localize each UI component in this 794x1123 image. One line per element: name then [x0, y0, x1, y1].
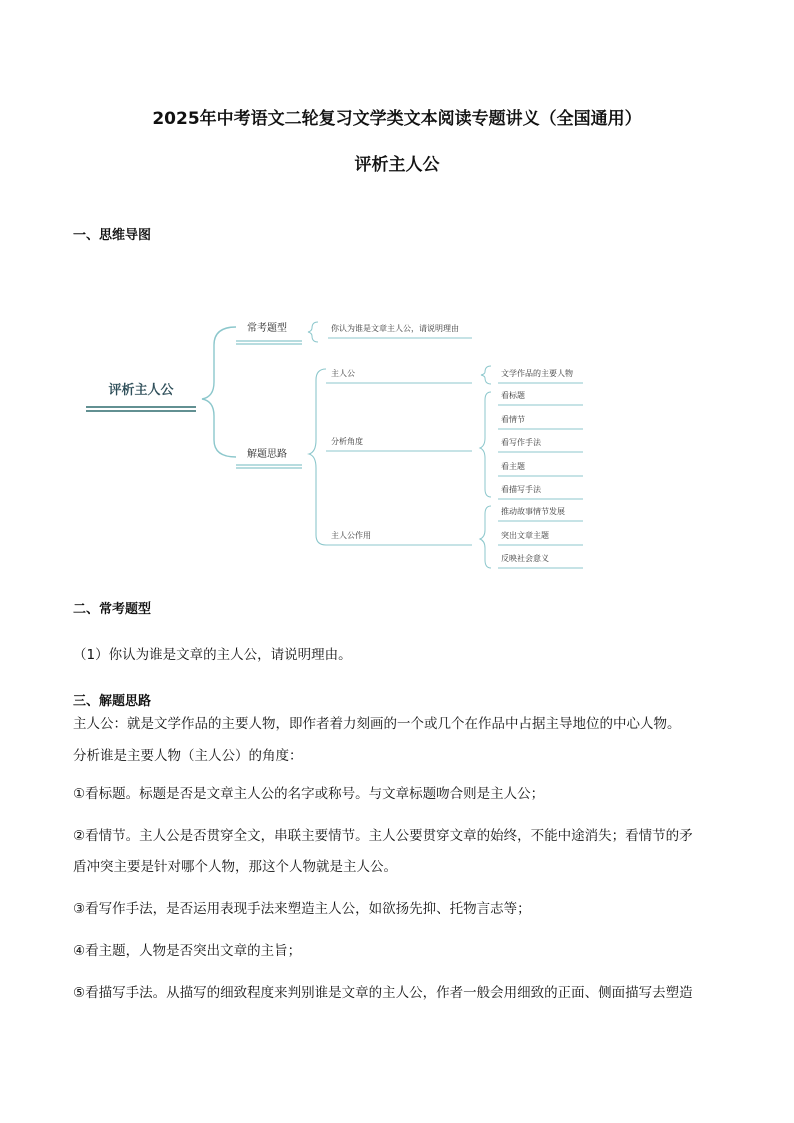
section-heading-question-types: 二、常考题型 — [73, 602, 152, 617]
angle-description: ⑤看描写手法。从描写的细致程度来判别谁是文章的主人公，作者一般会用细致的正面、侧面描写去塑造 — [73, 985, 693, 1001]
sub2-item: 看写作手法 — [501, 438, 541, 447]
main-brace — [202, 327, 236, 457]
angle-title: ①看标题。标题是否是文章主人公的名字或称号。与文章标题吻合则是主人公； — [73, 786, 545, 802]
section-heading-approach: 三、解题思路 — [73, 694, 152, 709]
angle-writing-technique: ③看写作手法，是否运用表现手法来塑造主人公，如欲扬先抑、托物言志等； — [73, 901, 531, 917]
sub2-list — [498, 390, 583, 499]
branch-solution-approach: 解题思路 — [247, 449, 287, 460]
question-1: （1）你认为谁是文章的主人公，请说明理由。 — [73, 647, 352, 663]
sub-analysis-angles: 分析角度 — [331, 437, 363, 446]
sub3-item: 突出文章主题 — [501, 531, 549, 540]
branch1-item: 你认为谁是文章主人公，请说明理由 — [331, 324, 459, 333]
mindmap-root-label: 评析主人公 — [108, 383, 174, 398]
sub2-item: 看情节 — [501, 415, 525, 424]
angle-theme: ④看主题，人物是否突出文章的主旨； — [73, 943, 302, 959]
sub-protagonist-role: 主人公作用 — [331, 531, 371, 540]
sub3-item: 反映社会意义 — [501, 554, 549, 563]
sub2-item: 看标题 — [501, 391, 525, 400]
sub1-item: 文学作品的主要人物 — [501, 369, 573, 378]
sub3-item: 推动故事情节发展 — [501, 507, 565, 516]
section-heading-mindmap: 一、思维导图 — [73, 228, 152, 243]
sub3-list — [498, 506, 583, 568]
document-title: 2025年中考语文二轮复习文学类文本阅读专题讲义（全国通用） — [152, 109, 642, 129]
angles-lead: 分析谁是主要人物（主人公）的角度： — [73, 748, 303, 764]
sub-protagonist: 主人公 — [331, 369, 355, 378]
sub2-item: 看描写手法 — [501, 485, 541, 494]
definition-paragraph: 主人公：就是文学作品的主要人物，即作者着力刻画的一个或几个在作品中占据主导地位的中心人物。 — [73, 716, 681, 732]
sub2-item: 看主题 — [501, 462, 525, 471]
angle-plot-line2: 盾冲突主要是针对哪个人物，那这个人物就是主人公。 — [73, 859, 397, 875]
document-subtitle: 评析主人公 — [354, 155, 440, 175]
branch-frequent-question-types: 常考题型 — [247, 323, 287, 334]
angle-plot-line1: ②看情节。主人公是否贯穿全文，串联主要情节。主人公要贯穿文章的始终，不能中途消失；看情节的矛 — [73, 828, 693, 844]
